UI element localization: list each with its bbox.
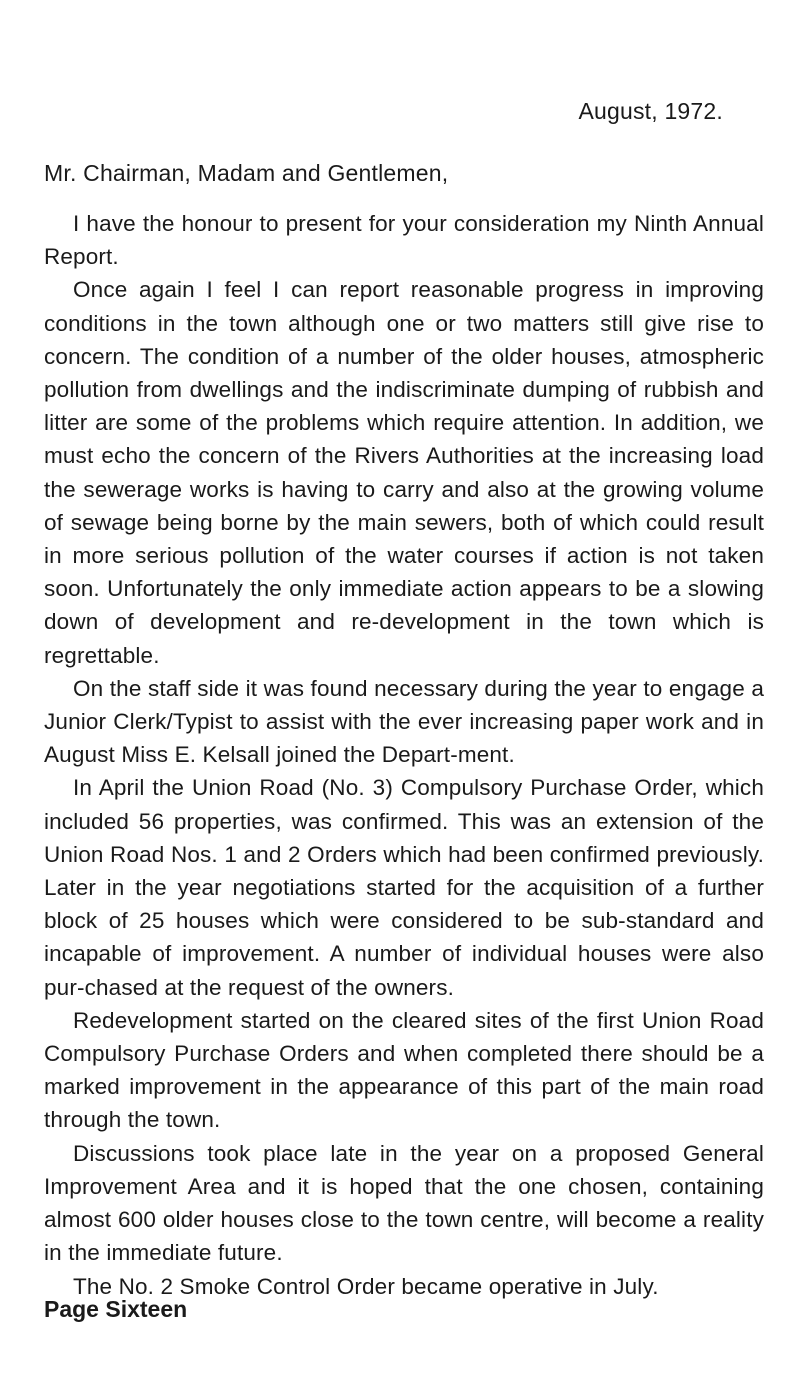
paragraph: Redevelopment started on the cleared sites of the first Union Road Compulsory Purchase Orders and when completed there should be a marked improvement in the appearance of this part of the main road through the town. bbox=[44, 1007, 764, 1133]
report-body bbox=[44, 207, 764, 1303]
salutation: Mr. Chairman, Madam and Gentlemen, bbox=[44, 160, 449, 186]
paragraph: In April the Union Road (No. 3) Compulsory Purchase Order, which included 56 properties, was confirmed. This was an extension of the Union Road Nos. 1 and 2 Orders which had been confirmed previously. Later in the year negotiations started for the acquisition of a further block of 25 houses which were considered to be sub-standard and incapable of improvement. A number of individual houses were also pur-chased at the request of the owners. bbox=[44, 775, 764, 1000]
report-date: August, 1972. bbox=[578, 98, 723, 124]
paragraph: I have the honour to present for your consideration my Ninth Annual Report. bbox=[44, 211, 764, 270]
paragraph: Once again I feel I can report reasonable progress in improving conditions in the town although one or two matters still give rise to concern. The condition of a number of the older houses, atmospheric pollution from dwellings and the indiscriminate dumping of rubbish and litter are some of the problems which require attention. In addition, we must echo the concern of the Rivers Authorities at the increasing load the sewerage works is having to carry and also at the growing volume of sewage being borne by the main sewers, both of which could result in more serious pollution of the water courses if action is not taken soon. Unfortunately the only immediate action appears to be a slowing down of development and re-development in the town which is regrettable. bbox=[44, 277, 764, 668]
page-number: Page Sixteen bbox=[44, 1296, 188, 1322]
paragraph: Discussions took place late in the year on a proposed General Improvement Area and it is hoped that the one chosen, containing almost 600 older houses close to the town centre, will become a reality in the immediate future. bbox=[44, 1140, 764, 1266]
paragraph: On the staff side it was found necessary during the year to engage a Junior Clerk/Typist to assist with the ever increasing paper work and in August Miss E. Kelsall joined the Depart-ment. bbox=[44, 675, 764, 768]
paragraph: The No. 2 Smoke Control Order became operative in July. bbox=[73, 1273, 659, 1299]
